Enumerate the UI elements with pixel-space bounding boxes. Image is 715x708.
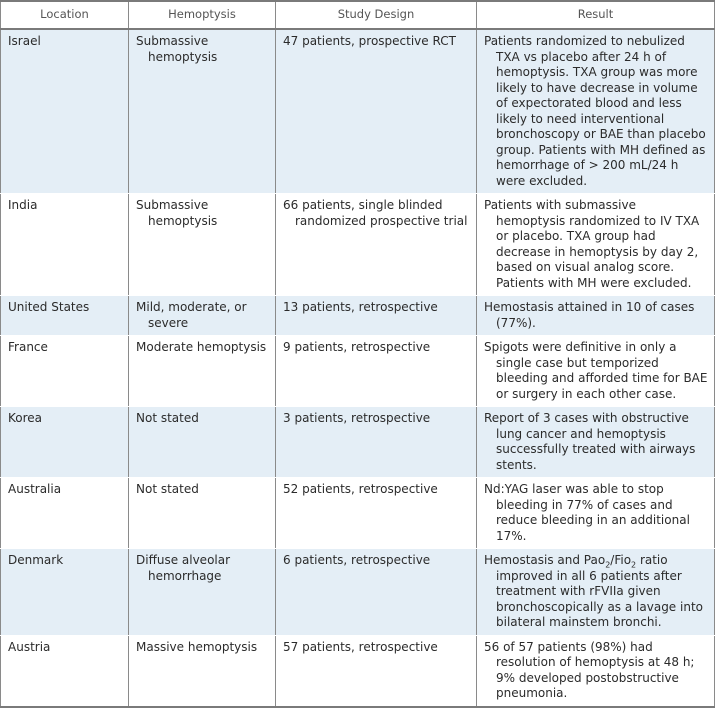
- cell-result: Spigots were definitive in only a single case but temporized bleeding and afforded time for BAE or surgery in each other case.: [484, 340, 708, 401]
- cell-hemoptysis: Massive hemoptysis: [136, 639, 258, 654]
- cell-hemoptysis: Not stated: [136, 482, 199, 496]
- table-row: [1, 336, 715, 407]
- table-row: [1, 296, 715, 336]
- cell-location: United States: [1, 296, 129, 336]
- cell-study-design: 66 patients, single blinded randomized prospective trial: [283, 198, 468, 228]
- table-row: [1, 549, 715, 636]
- table-row: [1, 29, 715, 194]
- cell-location: Israel: [1, 29, 129, 194]
- cell-location: Korea: [1, 407, 129, 478]
- cell-result: 56 of 57 patients (98%) had resolution of hemoptysis at 48 h; 9% developed postobstructive pneumonia.: [484, 639, 695, 700]
- cell-study-design: 52 patients, retrospective: [283, 482, 438, 496]
- header-study-design: Study Design: [276, 1, 477, 29]
- cell-location: Denmark: [1, 549, 129, 636]
- cell-hemoptysis: Mild, moderate, or severe: [136, 300, 247, 330]
- header-result: Result: [477, 1, 715, 29]
- cell-study-design: 6 patients, retrospective: [283, 553, 431, 567]
- table-header-row: [1, 1, 715, 29]
- cell-result: Patients with submassive hemoptysis randomized to IV TXA or placebo. TXA group had decrease in hemoptysis by day 2, based on visual analog score. Patients with MH were excluded.: [484, 198, 700, 290]
- cell-location: France: [1, 336, 129, 407]
- header-location: Location: [1, 1, 129, 29]
- table-row: [1, 407, 715, 478]
- cell-location: India: [1, 194, 129, 296]
- cell-result: Nd:YAG laser was able to stop bleeding in 77% of cases and reduce bleeding in an additional 17%.: [484, 482, 690, 543]
- table-row: [1, 194, 715, 296]
- table-row: [1, 635, 715, 707]
- cell-location: Australia: [1, 478, 129, 549]
- cell-hemoptysis: Submassive hemoptysis: [136, 34, 218, 64]
- header-hemoptysis: Hemoptysis: [129, 1, 276, 29]
- cell-result: Hemostasis and Pao$_2$/Fio$_2$ ratio improved in all 6 patients after treatment with rFVIIa given bronchoscopically as a lavage into bilateral mainstem bronchi.: [484, 553, 703, 629]
- cell-result: Report of 3 cases with obstructive lung cancer and hemoptysis successfully treated with airways stents.: [484, 411, 696, 472]
- cell-result: Patients randomized to nebulized TXA vs placebo after 24 h of hemoptysis. TXA group was more likely to have decrease in volume of expectorated blood and less likely to need interventional bronchoscopy or BAE than placebo group. Patients with MH defined as hemorrhage of > 200 mL/24 h were excluded.: [484, 34, 706, 188]
- cell-hemoptysis: Not stated: [136, 411, 199, 425]
- cell-study-design: 57 patients, retrospective: [283, 639, 438, 654]
- cell-study-design: 9 patients, retrospective: [283, 340, 431, 354]
- cell-study-design: 47 patients, prospective RCT: [283, 34, 456, 48]
- cell-hemoptysis: Moderate hemoptysis: [136, 340, 267, 354]
- cell-study-design: 3 patients, retrospective: [283, 411, 431, 425]
- cell-hemoptysis: Submassive hemoptysis: [136, 198, 218, 228]
- cell-study-design: 13 patients, retrospective: [283, 300, 438, 314]
- cell-location: Austria: [1, 635, 129, 707]
- cell-result: Hemostasis attained in 10 of cases (77%).: [484, 300, 695, 330]
- cell-hemoptysis: Diffuse alveolar hemorrhage: [136, 553, 231, 583]
- table-row: [1, 478, 715, 549]
